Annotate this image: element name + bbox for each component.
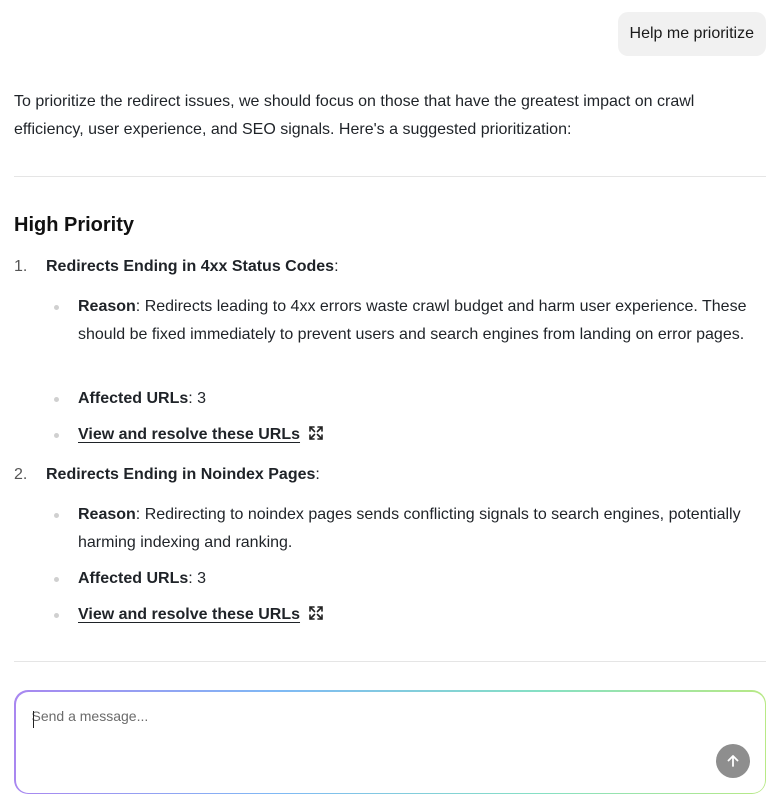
bullet-dot <box>54 577 59 582</box>
list-number: 1. <box>14 258 28 275</box>
bullet-dot <box>54 433 59 438</box>
bullet-dot <box>54 513 59 518</box>
expand-icon[interactable] <box>308 425 324 441</box>
view-resolve-urls-link[interactable]: View and resolve these URLs <box>78 606 301 623</box>
affected-content <box>78 565 766 593</box>
reason-bullet <box>50 293 766 349</box>
bullet-dot <box>54 305 59 310</box>
bullet-dot <box>54 397 59 402</box>
assistant-intro-text: To prioritize the redirect issues, we should focus on those that have the greatest impact on crawl efficiency, user experience, and SEO signals. Here's a suggested prioritization: <box>14 93 695 138</box>
list-number: 2. <box>14 466 28 483</box>
user-message-bubble: Help me prioritize <box>618 12 766 56</box>
composer-inner <box>16 692 765 793</box>
affected-content <box>78 385 766 413</box>
divider <box>14 176 766 177</box>
reason-label: Reason <box>78 298 136 315</box>
bullet-dot <box>54 613 59 618</box>
affected-bullet <box>50 565 766 593</box>
title-suffix: : <box>315 466 320 483</box>
item-title-text: Redirects Ending in Noindex Pages <box>46 466 316 483</box>
arrow-up-icon <box>726 754 740 768</box>
view-resolve-urls-link[interactable]: View and resolve these URLs <box>78 426 301 443</box>
list-item-title <box>14 253 339 281</box>
section-heading: High Priority <box>14 214 135 236</box>
reason-label: Reason <box>78 506 136 523</box>
item-title-text: Redirects Ending in 4xx Status Codes <box>46 258 335 275</box>
affected-bullet <box>50 385 766 413</box>
message-input[interactable] <box>32 708 712 724</box>
reason-content <box>78 293 766 349</box>
expand-icon[interactable] <box>308 605 324 621</box>
text-caret <box>33 711 34 728</box>
affected-value: : 3 <box>188 390 207 407</box>
send-button[interactable] <box>716 744 750 778</box>
title-suffix: : <box>334 258 339 275</box>
reason-text: : Redirects leading to 4xx errors waste crawl budget and harm user experience. These should be fixed immediately to prevent users and search engines from landing on error pages. <box>78 298 747 343</box>
list-item-title <box>14 461 320 489</box>
affected-value: : 3 <box>188 570 207 587</box>
affected-label: Affected URLs <box>78 390 189 407</box>
link-bullet <box>50 601 766 629</box>
link-bullet <box>50 421 766 449</box>
reason-text: : Redirecting to noindex pages sends conflicting signals to search engines, potentially harming indexing and ranking. <box>78 506 741 551</box>
divider <box>14 661 766 662</box>
reason-content <box>78 501 766 557</box>
message-composer <box>14 690 766 794</box>
affected-label: Affected URLs <box>78 570 189 587</box>
link-content <box>78 421 766 449</box>
reason-bullet <box>50 501 766 557</box>
link-content <box>78 601 766 629</box>
